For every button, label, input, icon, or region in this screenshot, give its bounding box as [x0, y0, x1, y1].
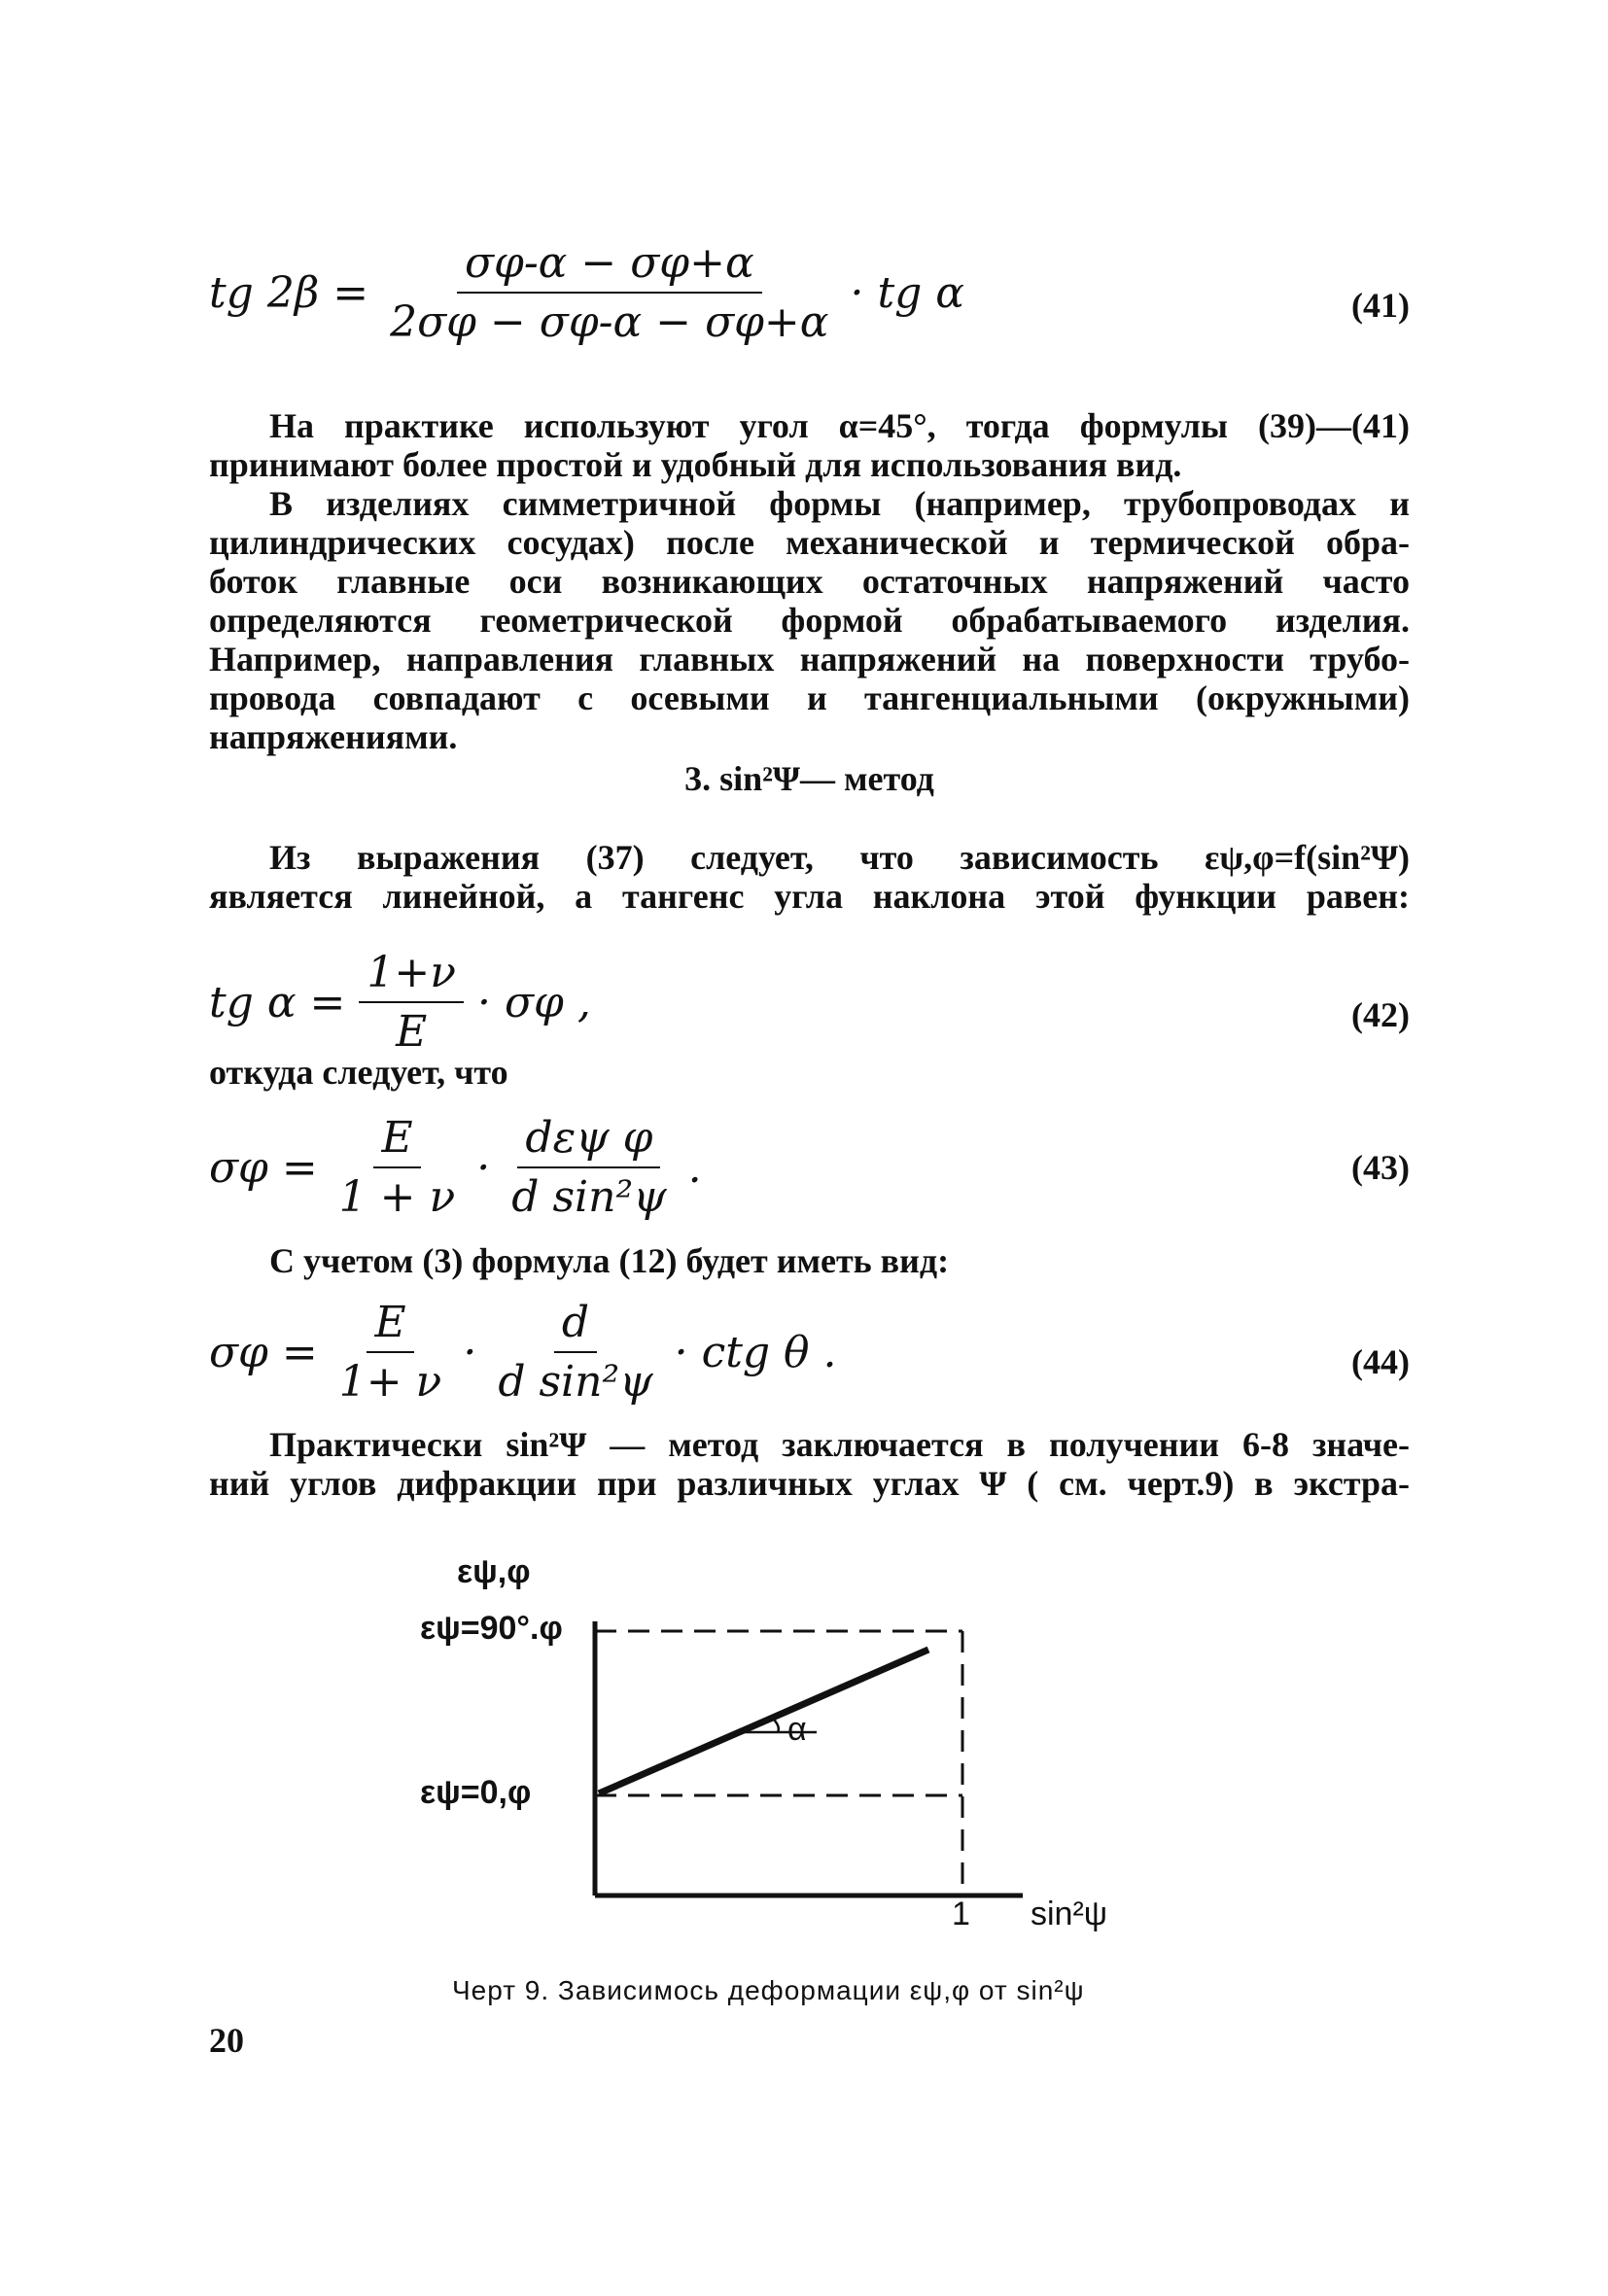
formula-44-numerator-2: d	[554, 1298, 597, 1353]
figure-caption: Черт 9. Зависимось деформации εψ,φ от sin²ψ	[452, 1975, 1085, 2005]
formula-41-denominator: 2σφ − σφ-α − σφ+α	[390, 297, 829, 347]
paragraph-2-line: провода совпадают с осевыми и тангенциальными (окружными)	[209, 678, 1410, 717]
formula-44-rhs: · ctg θ .	[674, 1327, 837, 1377]
section-heading: 3. sin²Ψ— метод	[684, 759, 934, 798]
text-otkuda: откуда следует, что	[209, 1053, 508, 1092]
formula-44-lhs: σφ =	[209, 1327, 318, 1377]
formula-43-dot: ·	[476, 1142, 491, 1193]
paragraph-2-line: Например, направления главных напряжений на поверхности трубо-	[209, 640, 1410, 678]
paragraph-1-line: На практике используют угол α=45°, тогда формулы (39)—(41)	[269, 406, 1410, 445]
formula-42-lhs: tg α =	[209, 977, 346, 1027]
paragraph-1-line: принимают более простой и удобный для использования вид.	[209, 445, 1182, 484]
paragraph-2-line: В изделиях симметричной формы (например, трубопроводах и	[269, 484, 1410, 523]
formula-44-denominator-1: 1+ ν	[338, 1357, 442, 1407]
formula-43-numerator-2: dεψ φ	[517, 1113, 660, 1168]
paragraph-3-line: является линейной, а тангенс угла наклона этой функции равен:	[209, 877, 1410, 916]
page-number: 20	[209, 2021, 244, 2060]
paragraph-2-line: боток главные оси возникающих остаточных напряжений часто	[209, 562, 1410, 601]
paragraph-2-line: определяются геометрической формой обрабатываемого изделия.	[209, 601, 1410, 640]
formula-42-number: (42)	[1351, 995, 1410, 1034]
paragraph-3-line: Из выражения (37) следует, что зависимость εψ,φ=f(sin²Ψ)	[269, 838, 1410, 877]
formula-43-numerator-1: E	[373, 1113, 420, 1168]
formula-43-rhs: .	[687, 1142, 702, 1193]
formula-41-numerator: σφ-α − σφ+α	[457, 238, 762, 294]
formula-43-lhs: σφ =	[209, 1142, 318, 1193]
formula-42-denominator: E	[396, 1007, 428, 1057]
paragraph-4-line: ний углов дифракции при различных углах Ψ ( см. черт.9) в экстра-	[209, 1464, 1410, 1503]
linear-dependence-line	[599, 1650, 928, 1793]
upper-value-label: εψ=90°.φ	[420, 1610, 563, 1647]
formula-43-number: (43)	[1351, 1148, 1410, 1187]
angle-label: α	[787, 1711, 807, 1748]
formula-41-number: (41)	[1351, 286, 1410, 325]
paragraph-4-line: Практически sin²Ψ — метод заключается в получении 6-8 значе-	[269, 1425, 1410, 1464]
angle-arc	[773, 1719, 779, 1732]
formula-42-numerator: 1+ν	[359, 948, 464, 1003]
x-axis-label: sin²ψ	[1031, 1896, 1108, 1932]
formula-44-numerator-1: E	[367, 1298, 413, 1353]
text-uchetom: С учетом (3) формула (12) будет иметь вид:	[269, 1241, 950, 1280]
formula-44-number: (44)	[1351, 1342, 1410, 1381]
formula-43-denominator-1: 1 + ν	[338, 1172, 456, 1222]
lower-value-label: εψ=0,φ	[420, 1774, 532, 1811]
formula-44-denominator-2: d sin²ψ	[498, 1357, 653, 1407]
paragraph-2-line: цилиндрических сосудах) после механической и термической обра-	[209, 523, 1410, 562]
paragraph-2-line: напряжениями.	[209, 717, 458, 756]
formula-44-dot: ·	[463, 1327, 477, 1377]
x-tick-label: 1	[952, 1896, 970, 1932]
y-axis-label: εψ,φ	[457, 1553, 531, 1590]
formula-41-lhs: tg 2β =	[209, 267, 369, 318]
formula-42-rhs: · σφ ,	[477, 977, 591, 1027]
formula-41-rhs: · tg α	[850, 267, 965, 318]
formula-43-denominator-2: d sin²ψ	[511, 1172, 667, 1222]
